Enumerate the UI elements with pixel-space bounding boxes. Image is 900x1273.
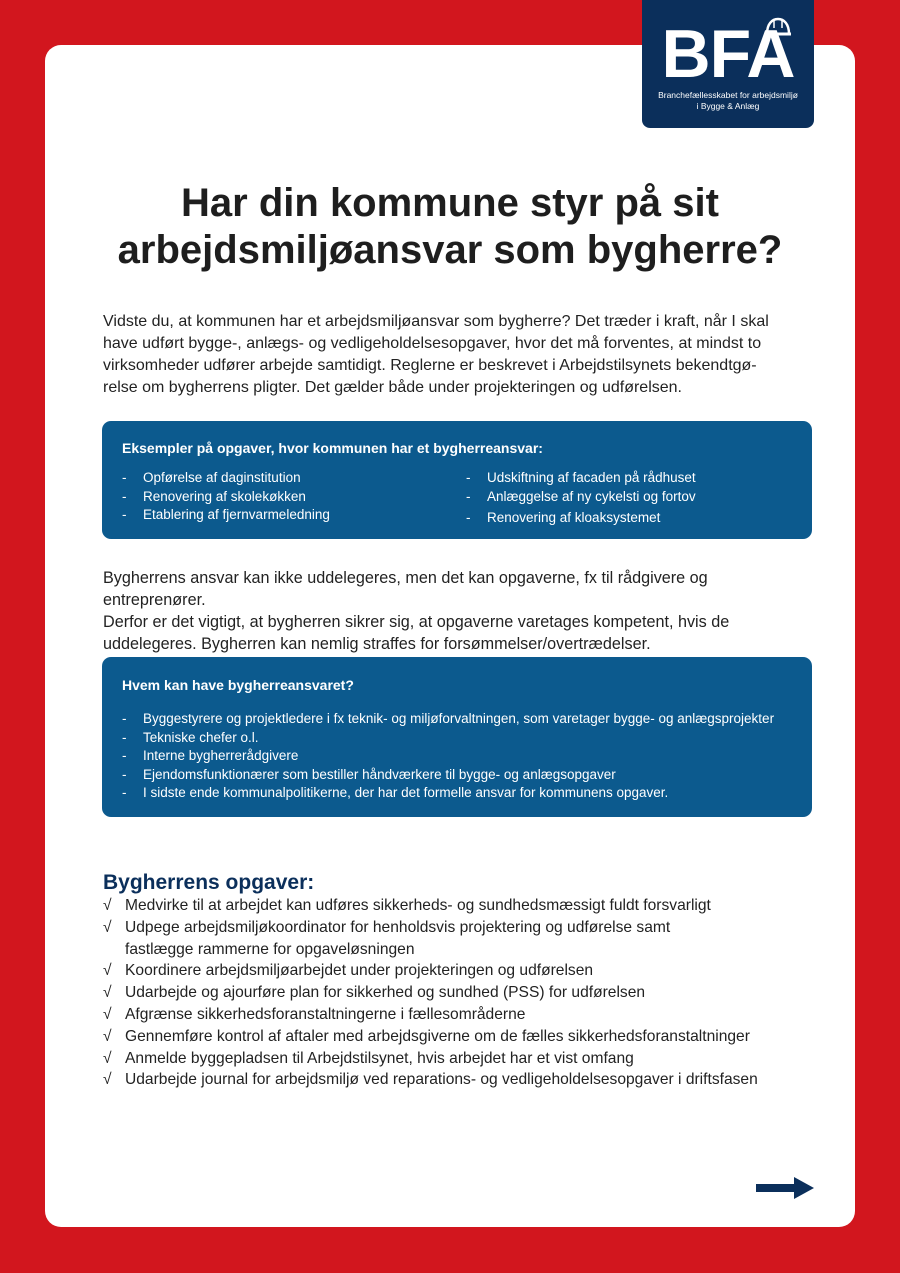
list-item: - Tekniske chefer o.l.	[122, 729, 774, 748]
intro-line: relse om bygherrens pligter. Det gælder både under projekteringen og udførelsen.	[103, 379, 682, 396]
paragraph-line: uddelegeres. Bygherren kan nemlig straffes for forsømmelser/overtrædelser.	[103, 635, 651, 653]
list-item: - Renovering af kloaksystemet	[466, 509, 696, 528]
task-item	[103, 982, 803, 1004]
list-item: - Anlæggelse af ny cykelsti og fortov	[466, 488, 696, 507]
task-text: Udarbejde journal for arbejdsmiljø ved reparations- og vedligeholdelsesopgaver i driftsfasen	[125, 1071, 758, 1089]
list-item: - Etablering af fjernvarmeledning	[122, 506, 330, 525]
task-item	[103, 895, 803, 917]
task-item	[103, 1048, 803, 1070]
paragraph-line: Derfor er det vigtigt, at bygherren sikrer sig, at opgaverne varetages kompetent, hvis de	[103, 613, 730, 631]
task-text: Udarbejde og ajourføre plan for sikkerhed og sundhed (PSS) for udførelsen	[125, 984, 646, 1002]
task-text: Udpege arbejdsmiljøkoordinator for henholdsvis projektering og udførelse samt	[125, 918, 671, 936]
who-box	[102, 657, 812, 817]
task-item	[103, 1004, 803, 1026]
list-item: - Opførelse af daginstitution	[122, 469, 330, 488]
paragraph-line: Bygherrens ansvar kan ikke uddelegeres, men det kan opgaverne, fx til rådgivere og entreprenører.	[103, 569, 708, 609]
task-item	[103, 960, 803, 982]
delegation-paragraph	[103, 567, 803, 655]
list-item: - Udskiftning af facaden på rådhuset	[466, 469, 696, 488]
who-list	[122, 710, 774, 803]
check-mark: √	[103, 984, 112, 1002]
intro-line: Vidste du, at kommunen har et arbejdsmiljøansvar som bygherre? Det træder i kraft, når I skal	[103, 313, 769, 330]
examples-box	[102, 421, 812, 539]
task-text: Gennemføre kontrol af aftaler med arbejdsgiverne om de fælles sikkerhedsforanstaltninger	[125, 1027, 750, 1045]
list-item: - Interne bygherrerådgivere	[122, 747, 774, 766]
examples-list-left	[122, 469, 330, 525]
check-mark: √	[103, 1071, 112, 1089]
intro-paragraph	[103, 311, 803, 399]
task-item	[103, 1026, 803, 1048]
task-text: fastlægge rammerne for opgaveløsningen	[125, 940, 415, 958]
check-mark: √	[103, 918, 112, 936]
intro-line: have udført bygge-, anlægs- og vedligeholdelsesopgaver, hvor det må forventes, at mindst to	[103, 335, 762, 352]
title-line-1: Har din kommune styr på sit	[181, 181, 719, 225]
task-item-continuation	[103, 939, 803, 961]
intro-line: virksomheder udfører arbejde samtidigt. Reglerne er beskrevet i Arbejdstilsynets bekendtgø-	[103, 357, 757, 374]
check-mark: √	[103, 1027, 112, 1045]
check-mark: √	[103, 897, 112, 914]
list-item: - Renovering af skolekøkken	[122, 488, 330, 507]
task-text: Medvirke til at arbejdet kan udføres sikkerheds- og sundhedsmæssigt fuldt forsvarligt	[125, 897, 711, 914]
check-mark: √	[103, 1005, 112, 1023]
examples-heading: Eksempler på opgaver, hvor kommunen har et bygherreansvar:	[122, 440, 543, 456]
task-item	[103, 917, 803, 939]
logo-subtitle	[646, 90, 810, 112]
page-title	[60, 180, 840, 274]
examples-list-right	[466, 469, 696, 528]
title-line-2: arbejdsmiljøansvar som bygherre?	[117, 228, 783, 272]
tasks-heading: Bygherrens opgaver:	[103, 871, 315, 894]
task-text: Anmelde byggepladsen til Arbejdstilsynet, hvis arbejdet har et vist omfang	[125, 1049, 634, 1067]
list-item: - Byggestyrere og projektledere i fx teknik- og miljøforvaltningen, som varetager bygge- og anlægsprojekter	[122, 710, 774, 729]
who-heading: Hvem kan have bygherreansvaret?	[122, 677, 354, 693]
tasks-list	[103, 895, 803, 1091]
logo-subtitle-line1: Branchefællesskabet for arbejdsmiljø	[658, 90, 798, 100]
task-text: Afgrænse sikkerhedsforanstaltningerne i fællesområderne	[125, 1005, 526, 1023]
logo-subtitle-line2: i Bygge & Anlæg	[696, 101, 760, 111]
helmet-icon	[764, 16, 792, 38]
arrow-right-icon[interactable]	[756, 1176, 814, 1200]
check-mark: √	[103, 1049, 112, 1067]
task-text: Koordinere arbejdsmiljøarbejdet under projekteringen og udførelsen	[125, 962, 594, 980]
list-item: - I sidste ende kommunalpolitikerne, der har det formelle ansvar for kommunens opgaver.	[122, 784, 774, 803]
task-item	[103, 1069, 803, 1091]
logo-text: BFA	[661, 16, 795, 92]
check-mark: √	[103, 962, 112, 980]
list-item: - Ejendomsfunktionærer som bestiller håndværkere til bygge- og anlægsopgaver	[122, 766, 774, 785]
bfa-logo	[642, 0, 814, 128]
